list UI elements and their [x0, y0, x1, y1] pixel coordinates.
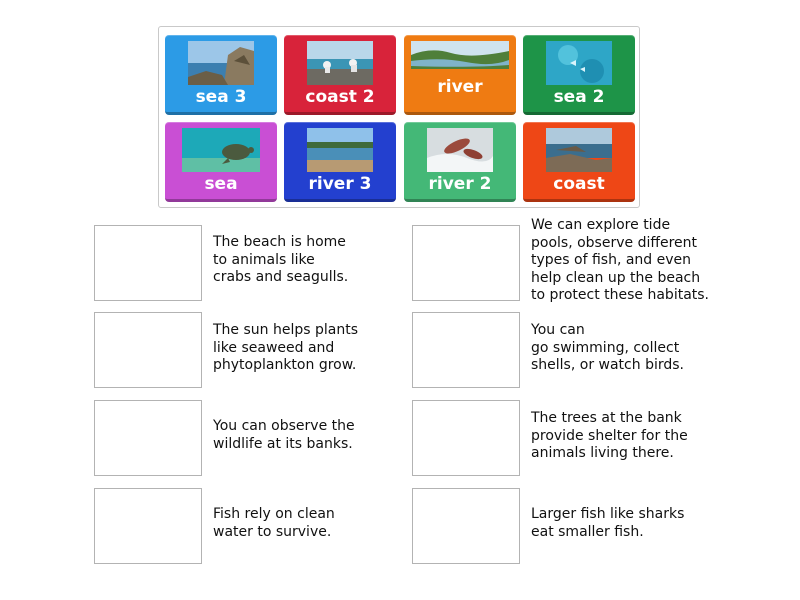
- tile-sea[interactable]: [165, 122, 277, 202]
- salmon-jumping-image: [427, 128, 493, 172]
- tile-label: sea 3: [195, 87, 247, 107]
- description-text: The sun helps plants like seaweed and phytoplankton grow.: [213, 322, 358, 373]
- description-text: Larger fish like sharks eat smaller fish.: [531, 506, 685, 540]
- tile-label: river 2: [428, 174, 492, 194]
- description-text: You can go swimming, collect shells, or watch birds.: [531, 322, 684, 373]
- tile-coast[interactable]: [523, 122, 635, 202]
- description-text: We can explore tide pools, observe different types of fish, and even help clean up the beach to protect these habitats.: [531, 217, 710, 303]
- seagulls-beach-image: [307, 41, 373, 85]
- tile-label: coast: [553, 174, 605, 194]
- tile-river-2[interactable]: [404, 122, 516, 202]
- drop-slot[interactable]: [412, 312, 520, 388]
- drop-slot[interactable]: [94, 488, 202, 564]
- underwater-fish-image: [546, 41, 612, 85]
- tile-label: coast 2: [305, 87, 375, 107]
- coastline-image: [546, 128, 612, 172]
- drop-slot[interactable]: [412, 488, 520, 564]
- drop-slot[interactable]: [94, 225, 202, 301]
- drop-slot[interactable]: [94, 400, 202, 476]
- answer-bank: [158, 26, 640, 208]
- tile-coast-2[interactable]: [284, 35, 396, 115]
- tile-label: river: [437, 77, 483, 97]
- river-shore-image: [307, 128, 373, 172]
- tile-label: sea 2: [553, 87, 605, 107]
- description-text: The beach is home to animals like crabs and seagulls.: [213, 234, 349, 285]
- river-landscape-image: [411, 41, 509, 69]
- drop-slot[interactable]: [412, 400, 520, 476]
- drop-slot[interactable]: [94, 312, 202, 388]
- description-text: You can observe the wildlife at its banks.: [213, 418, 355, 452]
- tile-river-3[interactable]: [284, 122, 396, 202]
- tile-label: sea: [204, 174, 238, 194]
- tile-river[interactable]: [404, 35, 516, 115]
- description-text: The trees at the bank provide shelter for the animals living there.: [531, 410, 688, 461]
- tile-label: river 3: [308, 174, 372, 194]
- tile-sea-3[interactable]: [165, 35, 277, 115]
- sea-turtle-image: [182, 128, 260, 172]
- rocky-shore-image: [188, 41, 254, 85]
- drop-slot[interactable]: [412, 225, 520, 301]
- tile-sea-2[interactable]: [523, 35, 635, 115]
- description-text: Fish rely on clean water to survive.: [213, 506, 335, 540]
